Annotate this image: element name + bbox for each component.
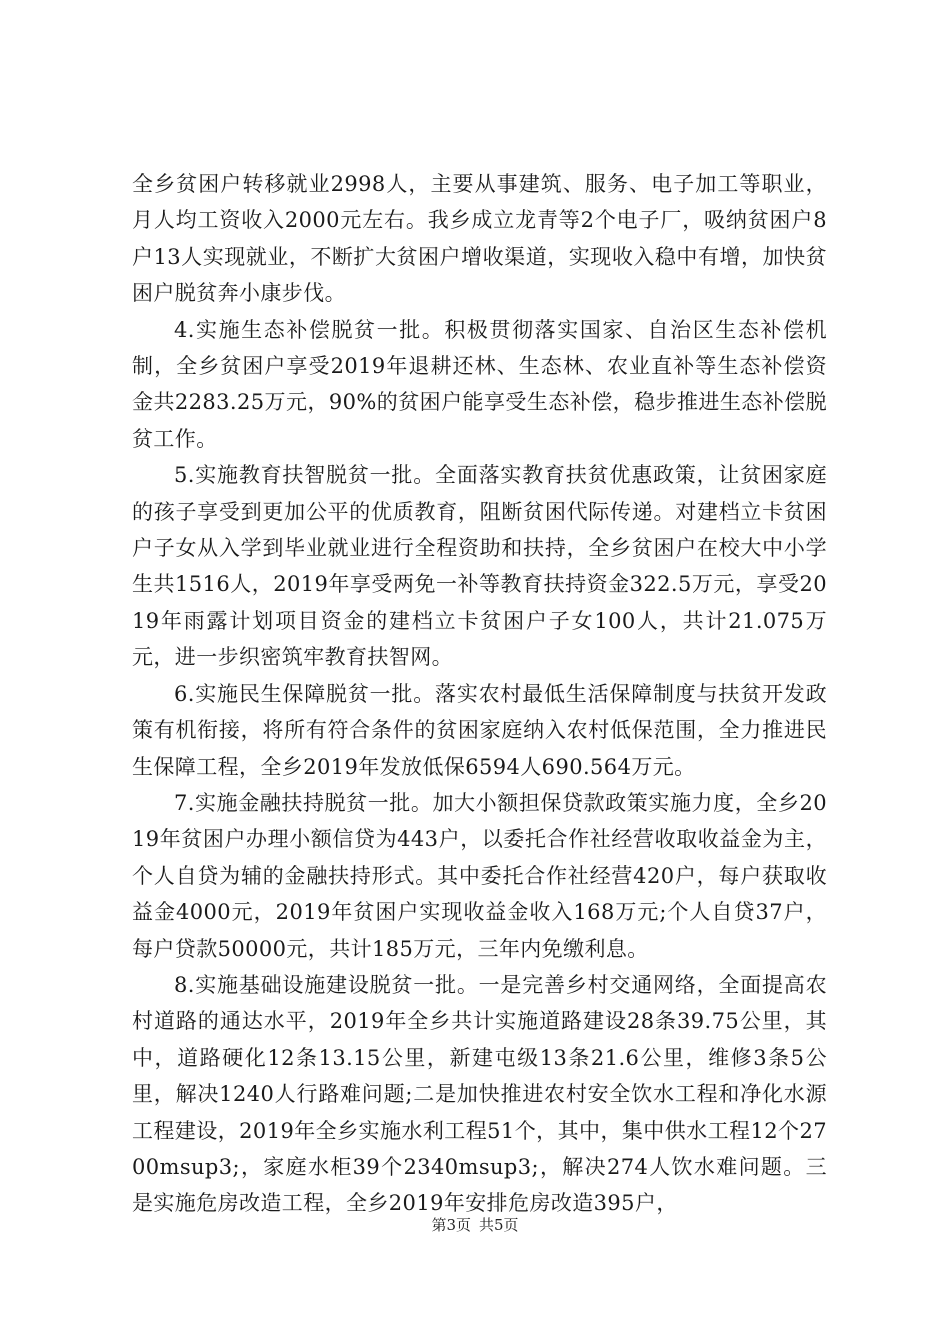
paragraph-employment: 全乡贫困户转移就业2998人，主要从事建筑、服务、电子加工等职业，月人均工资收入2000元左右。我乡成立龙青等2个电子厂，吸纳贫困户8户13人实现就业，不断扩大贫困户增收渠道，实现收入稳中有增，加快贫困户脱贫奔小康步伐。 bbox=[132, 172, 827, 306]
paragraph-education-support: 5.实施教育扶智脱贫一批。全面落实教育扶贫优惠政策，让贫困家庭的孩子享受到更加公平的优质教育，阻断贫困代际传递。对建档立卡贫困户子女从入学到毕业就业进行全程资助和扶持，全乡贫困户在校大中小学生共1516人，2019年享受两免一补等教育扶持资金322.5万元，享受2019年雨露计划项目资金的建档立卡贫困户子女100人，共计21.075万元，进一步织密筑牢教育扶智网。 bbox=[132, 463, 827, 670]
page-number-current: 第3页 bbox=[431, 1216, 471, 1234]
paragraph-ecological-compensation: 4.实施生态补偿脱贫一批。积极贯彻落实国家、自治区生态补偿机制，全乡贫困户享受2019年退耕还林、生态林、农业直补等生态补偿资金共2283.25万元，90%的贫困户能享受生态补偿，稳步推进生态补偿脱贫工作。 bbox=[132, 317, 827, 451]
document-body bbox=[132, 166, 827, 1222]
paragraph-financial-support: 7.实施金融扶持脱贫一批。加大小额担保贷款政策实施力度，全乡2019年贫困户办理小额信贷为443户，以委托合作社经营收取收益金为主，个人自贷为辅的金融扶持形式。其中委托合作社经营420户，每户获取收益金4000元，2019年贫困户实现收益金收入168万元;个人自贷37户，每户贷款50000元，共计185万元，三年内免缴利息。 bbox=[132, 790, 827, 961]
paragraph-infrastructure: 8.实施基础设施建设脱贫一批。一是完善乡村交通网络，全面提高农村道路的通达水平，2019年全乡共计实施道路建设28条39.75公里，其中，道路硬化12条13.15公里，新建屯级13条21.6公里，维修3条5公里，解决1240人行路难问题;二是加快推进农村安全饮水工程和净化水源工程建设，2019年全乡实施水利工程51个，其中，集中供水工程12个2700msup3;，家庭水柜39个2340msup3;，解决274人饮水难问题。三是实施危房改造工程，全乡2019年安排危房改造395户， bbox=[132, 972, 827, 1216]
paragraph-livelihood-security: 6.实施民生保障脱贫一批。落实农村最低生活保障制度与扶贫开发政策有机衔接，将所有符合条件的贫困家庭纳入农村低保范围，全力推进民生保障工程，全乡2019年发放低保6594人690.564万元。 bbox=[132, 681, 827, 779]
page-number-total: 共5页 bbox=[479, 1216, 519, 1234]
page-footer bbox=[0, 1215, 950, 1235]
